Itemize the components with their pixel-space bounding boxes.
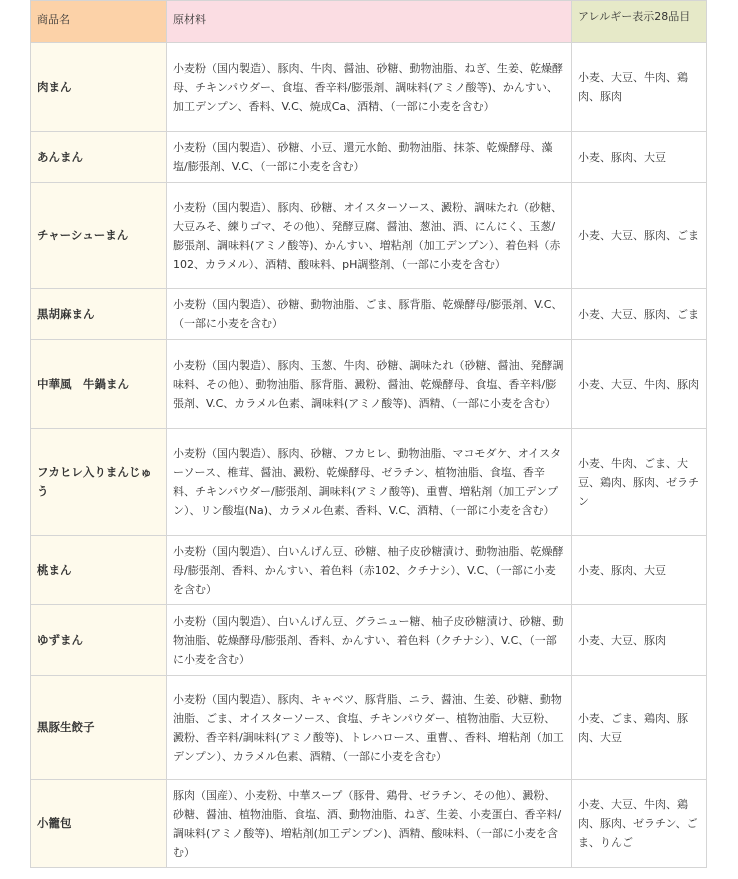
product-ingredients: 小麦粉（国内製造）、豚肉、玉葱、牛肉、砂糖、調味たれ（砂糖、醤油、発酵調味料、その他）、動物油脂、豚背脂、澱粉、醤油、乾燥酵母、食塩、香辛料/膨張剤、V.C、カラメル色素、調味料(アミノ酸等)、酒精、（一部に小麦を含む） [167, 340, 572, 429]
table-row [31, 429, 707, 536]
product-allergens: 小麦、牛肉、ごま、大豆、鶏肉、豚肉、ゼラチン [572, 429, 707, 536]
table-row [31, 676, 707, 780]
product-name: 中華風 牛鍋まん [31, 340, 167, 429]
product-allergens: 小麦、ごま、鶏肉、豚肉、大豆 [572, 676, 707, 780]
product-name: ゆずまん [31, 605, 167, 676]
table-row [31, 43, 707, 132]
header-allergens: アレルギー表示28品目 [572, 1, 707, 43]
product-allergens: 小麦、大豆、豚肉、ごま [572, 183, 707, 289]
product-allergens: 小麦、大豆、豚肉 [572, 605, 707, 676]
product-name: チャーシューまん [31, 183, 167, 289]
product-name: 黒胡麻まん [31, 289, 167, 340]
product-allergens: 小麦、豚肉、大豆 [572, 536, 707, 605]
table-row [31, 132, 707, 183]
table-row [31, 780, 707, 868]
product-ingredients: 小麦粉（国内製造）、砂糖、小豆、還元水飴、動物油脂、抹茶、乾燥酵母、藻塩/膨張剤、V.C、（一部に小麦を含む） [167, 132, 572, 183]
table-row [31, 605, 707, 676]
table-row [31, 340, 707, 429]
product-name: あんまん [31, 132, 167, 183]
product-name: 黒豚生餃子 [31, 676, 167, 780]
table-row [31, 536, 707, 605]
product-ingredients: 小麦粉（国内製造）、白いんげん豆、砂糖、柚子皮砂糖漬け、動物油脂、乾燥酵母/膨張剤、香料、かんすい、着色料（赤102、クチナシ）、V.C、（一部に小麦を含む） [167, 536, 572, 605]
header-row [31, 1, 707, 43]
product-name: 小籠包 [31, 780, 167, 868]
product-allergens: 小麦、大豆、豚肉、ごま [572, 289, 707, 340]
product-ingredients: 小麦粉（国内製造）、豚肉、砂糖、フカヒレ、動物油脂、マコモダケ、オイスターソース、椎茸、醤油、澱粉、乾燥酵母、ゼラチン、植物油脂、食塩、香辛料、チキンパウダー/膨張剤、調味料(アミノ酸等)、重曹、増粘剤（加工デンプン）、リン酸塩(Na)、カラメル色素、香料、V.C、酒精、（一部に小麦を含む） [167, 429, 572, 536]
table-row [31, 183, 707, 289]
product-ingredients: 小麦粉（国内製造）、豚肉、砂糖、オイスターソース、澱粉、調味たれ（砂糖、大豆みそ、練りゴマ、その他）、発酵豆腐、醤油、葱油、酒、にんにく、玉葱/膨張剤、調味料(アミノ酸等)、かんすい、増粘剤（加工デンプン）、着色料（赤102、カラメル）、酒精、酸味料、pH調整剤、（一部に小麦を含む） [167, 183, 572, 289]
product-allergens: 小麦、豚肉、大豆 [572, 132, 707, 183]
header-ingredients: 原材料 [167, 1, 572, 43]
product-name: 肉まん [31, 43, 167, 132]
allergen-table [30, 0, 707, 868]
product-ingredients: 小麦粉（国内製造）、砂糖、動物油脂、ごま、豚背脂、乾燥酵母/膨張剤、V.C、（一部に小麦を含む） [167, 289, 572, 340]
product-allergens: 小麦、大豆、牛肉、鶏肉、豚肉 [572, 43, 707, 132]
product-name: 桃まん [31, 536, 167, 605]
product-ingredients: 豚肉（国産）、小麦粉、中華スープ（豚骨、鶏骨、ゼラチン、その他）、澱粉、砂糖、醤油、植物油脂、食塩、酒、動物油脂、ねぎ、生姜、小麦蛋白、香辛料/調味料(アミノ酸等)、増粘剤(加工デンプン)、酒精、酸味料、（一部に小麦を含む） [167, 780, 572, 868]
product-allergens: 小麦、大豆、牛肉、豚肉 [572, 340, 707, 429]
product-allergens: 小麦、大豆、牛肉、鶏肉、豚肉、ゼラチン、ごま、りんご [572, 780, 707, 868]
header-product-name: 商品名 [31, 1, 167, 43]
table-row [31, 289, 707, 340]
product-name: フカヒレ入りまんじゅう [31, 429, 167, 536]
product-ingredients: 小麦粉（国内製造）、白いんげん豆、グラニュー糖、柚子皮砂糖漬け、砂糖、動物油脂、乾燥酵母/膨張剤、香料、かんすい、着色料（クチナシ）、V.C、（一部に小麦を含む） [167, 605, 572, 676]
product-ingredients: 小麦粉（国内製造）、豚肉、キャベツ、豚背脂、ニラ、醤油、生姜、砂糖、動物油脂、ごま、オイスターソース、食塩、チキンパウダー、植物油脂、大豆粉、澱粉、香辛料/調味料(アミノ酸等)、トレハロース、重曹、、香料、増粘剤（加工デンプン）、カラメル色素、酒精、（一部に小麦を含む） [167, 676, 572, 780]
product-ingredients: 小麦粉（国内製造）、豚肉、牛肉、醤油、砂糖、動物油脂、ねぎ、生姜、乾燥酵母、チキンパウダー、食塩、香辛料/膨張剤、調味料(アミノ酸等)、かんすい、加工デンプン、香料、V.C、焼成Ca、酒精、（一部に小麦を含む） [167, 43, 572, 132]
